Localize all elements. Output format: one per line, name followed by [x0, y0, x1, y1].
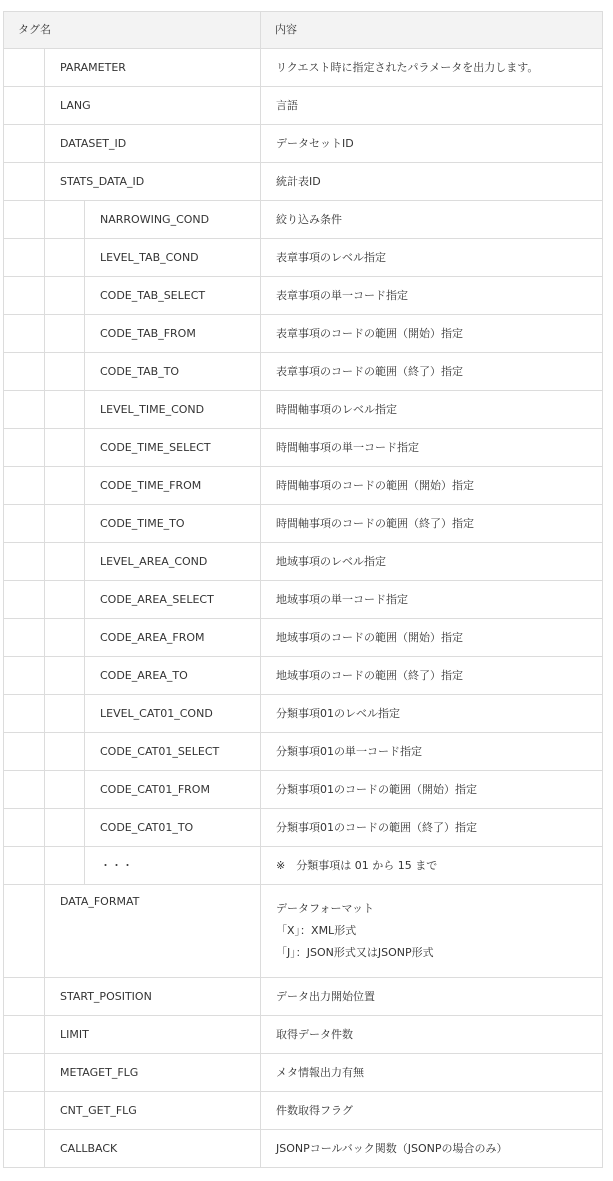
table-row — [4, 695, 603, 733]
indent-cell — [4, 809, 45, 847]
indent-cell — [45, 391, 85, 429]
content-cell: 時間軸事項のコードの範囲（開始）指定 — [261, 467, 603, 505]
table-header-row — [4, 12, 603, 49]
indent-cell — [4, 581, 45, 619]
content-cell: 表章事項のコードの範囲（開始）指定 — [261, 315, 603, 353]
table-row — [4, 163, 603, 201]
content-cell: 表章事項のコードの範囲（終了）指定 — [261, 353, 603, 391]
indent-cell — [4, 657, 45, 695]
tag-name-cell: CODE_TIME_TO — [85, 505, 261, 543]
content-cell: 地域事項の単一コード指定 — [261, 581, 603, 619]
indent-cell — [4, 49, 45, 87]
indent-cell — [4, 239, 45, 277]
content-cell: 件数取得フラグ — [261, 1092, 603, 1130]
indent-cell — [4, 353, 45, 391]
indent-cell — [45, 657, 85, 695]
header-content: 内容 — [261, 12, 603, 49]
content-cell: 時間軸事項の単一コード指定 — [261, 429, 603, 467]
indent-cell — [4, 978, 45, 1016]
tag-name-cell: CODE_TAB_TO — [85, 353, 261, 391]
table-row — [4, 847, 603, 885]
tag-name-cell: LANG — [45, 87, 261, 125]
table-row — [4, 619, 603, 657]
content-cell: 表章事項のレベル指定 — [261, 239, 603, 277]
indent-cell — [4, 315, 45, 353]
table-row — [4, 467, 603, 505]
indent-cell — [45, 201, 85, 239]
indent-cell — [4, 885, 45, 978]
content-line: 「J」：JSON形式又はJSONP形式 — [276, 946, 434, 959]
content-cell: 地域事項のコードの範囲（終了）指定 — [261, 657, 603, 695]
tag-name-cell: PARAMETER — [45, 49, 261, 87]
table-row — [4, 125, 603, 163]
indent-cell — [4, 467, 45, 505]
indent-cell — [45, 733, 85, 771]
table-row — [4, 657, 603, 695]
indent-cell — [45, 315, 85, 353]
content-cell: 言語 — [261, 87, 603, 125]
content-cell: 取得データ件数 — [261, 1016, 603, 1054]
tag-name-cell: STATS_DATA_ID — [45, 163, 261, 201]
tag-name-cell: METAGET_FLG — [45, 1054, 261, 1092]
indent-cell — [4, 201, 45, 239]
indent-cell — [4, 695, 45, 733]
table-row — [4, 1016, 603, 1054]
table-row — [4, 581, 603, 619]
indent-cell — [4, 163, 45, 201]
indent-cell — [45, 429, 85, 467]
content-cell: データセットID — [261, 125, 603, 163]
indent-cell — [4, 429, 45, 467]
table-row — [4, 1092, 603, 1130]
table-row — [4, 885, 603, 978]
content-cell: 時間軸事項のコードの範囲（終了）指定 — [261, 505, 603, 543]
table-row — [4, 391, 603, 429]
tag-name-cell: CODE_AREA_SELECT — [85, 581, 261, 619]
table-row — [4, 315, 603, 353]
indent-cell — [45, 239, 85, 277]
content-cell: 時間軸事項のレベル指定 — [261, 391, 603, 429]
content-cell: 絞り込み条件 — [261, 201, 603, 239]
content-cell: 分類事項01の単一コード指定 — [261, 733, 603, 771]
table-row — [4, 49, 603, 87]
tag-name-cell: CODE_CAT01_FROM — [85, 771, 261, 809]
tag-name-cell: CODE_TIME_FROM — [85, 467, 261, 505]
content-line: データフォーマット — [276, 902, 375, 915]
table-row — [4, 771, 603, 809]
indent-cell — [4, 505, 45, 543]
tag-name-cell: CODE_CAT01_TO — [85, 809, 261, 847]
indent-cell — [45, 619, 85, 657]
indent-cell — [45, 695, 85, 733]
table-row — [4, 239, 603, 277]
table-row — [4, 1054, 603, 1092]
header-tag-name: タグ名 — [4, 12, 261, 49]
indent-cell — [45, 277, 85, 315]
tag-name-cell: LEVEL_TAB_COND — [85, 239, 261, 277]
table-row — [4, 978, 603, 1016]
tag-name-cell: NARROWING_COND — [85, 201, 261, 239]
content-cell: 分類事項01のコードの範囲（終了）指定 — [261, 809, 603, 847]
indent-cell — [4, 1054, 45, 1092]
content-cell: リクエスト時に指定されたパラメータを出力します。 — [261, 49, 603, 87]
tag-name-cell: CODE_AREA_FROM — [85, 619, 261, 657]
indent-cell — [45, 581, 85, 619]
table-row — [4, 1130, 603, 1168]
content-cell: 表章事項の単一コード指定 — [261, 277, 603, 315]
tag-name-cell: CODE_AREA_TO — [85, 657, 261, 695]
content-cell: 地域事項のレベル指定 — [261, 543, 603, 581]
indent-cell — [4, 277, 45, 315]
tag-name-cell: DATASET_ID — [45, 125, 261, 163]
indent-cell — [45, 353, 85, 391]
tag-name-cell: CODE_TAB_SELECT — [85, 277, 261, 315]
tag-name-cell: CODE_CAT01_SELECT — [85, 733, 261, 771]
indent-cell — [45, 809, 85, 847]
indent-cell — [45, 543, 85, 581]
tag-name-cell: CODE_TAB_FROM — [85, 315, 261, 353]
indent-cell — [4, 543, 45, 581]
content-cell: ※ 分類事項は 01 から 15 まで — [261, 847, 603, 885]
table-row — [4, 809, 603, 847]
indent-cell — [4, 733, 45, 771]
indent-cell — [4, 125, 45, 163]
table-row — [4, 429, 603, 467]
table-row — [4, 201, 603, 239]
table-row — [4, 277, 603, 315]
content-cell — [261, 885, 603, 978]
content-line: 「X」：XML形式 — [276, 924, 357, 937]
indent-cell — [4, 1016, 45, 1054]
content-cell: 分類事項01のコードの範囲（開始）指定 — [261, 771, 603, 809]
indent-cell — [45, 847, 85, 885]
indent-cell — [4, 771, 45, 809]
tag-name-cell: CALLBACK — [45, 1130, 261, 1168]
indent-cell — [45, 505, 85, 543]
indent-cell — [4, 87, 45, 125]
tag-name-cell: LEVEL_TIME_COND — [85, 391, 261, 429]
tag-name-cell: START_POSITION — [45, 978, 261, 1016]
table-row — [4, 353, 603, 391]
table-row — [4, 733, 603, 771]
tag-name-cell: CNT_GET_FLG — [45, 1092, 261, 1130]
table-row — [4, 543, 603, 581]
indent-cell — [4, 391, 45, 429]
content-cell: 地域事項のコードの範囲（開始）指定 — [261, 619, 603, 657]
tag-name-cell: LEVEL_CAT01_COND — [85, 695, 261, 733]
indent-cell — [4, 847, 45, 885]
tag-name-cell: ・・・ — [85, 847, 261, 885]
indent-cell — [4, 619, 45, 657]
table-row — [4, 505, 603, 543]
table-row — [4, 87, 603, 125]
indent-cell — [45, 771, 85, 809]
tag-name-cell: LEVEL_AREA_COND — [85, 543, 261, 581]
tag-name-cell: CODE_TIME_SELECT — [85, 429, 261, 467]
tag-name-cell: DATA_FORMAT — [45, 885, 261, 978]
content-cell: 分類事項01のレベル指定 — [261, 695, 603, 733]
indent-cell — [4, 1092, 45, 1130]
parameter-table — [3, 11, 603, 1168]
indent-cell — [45, 467, 85, 505]
content-cell: メタ情報出力有無 — [261, 1054, 603, 1092]
content-cell: データ出力開始位置 — [261, 978, 603, 1016]
indent-cell — [4, 1130, 45, 1168]
content-cell: JSONPコールバック関数（JSONPの場合のみ） — [261, 1130, 603, 1168]
tag-name-cell: LIMIT — [45, 1016, 261, 1054]
content-cell: 統計表ID — [261, 163, 603, 201]
